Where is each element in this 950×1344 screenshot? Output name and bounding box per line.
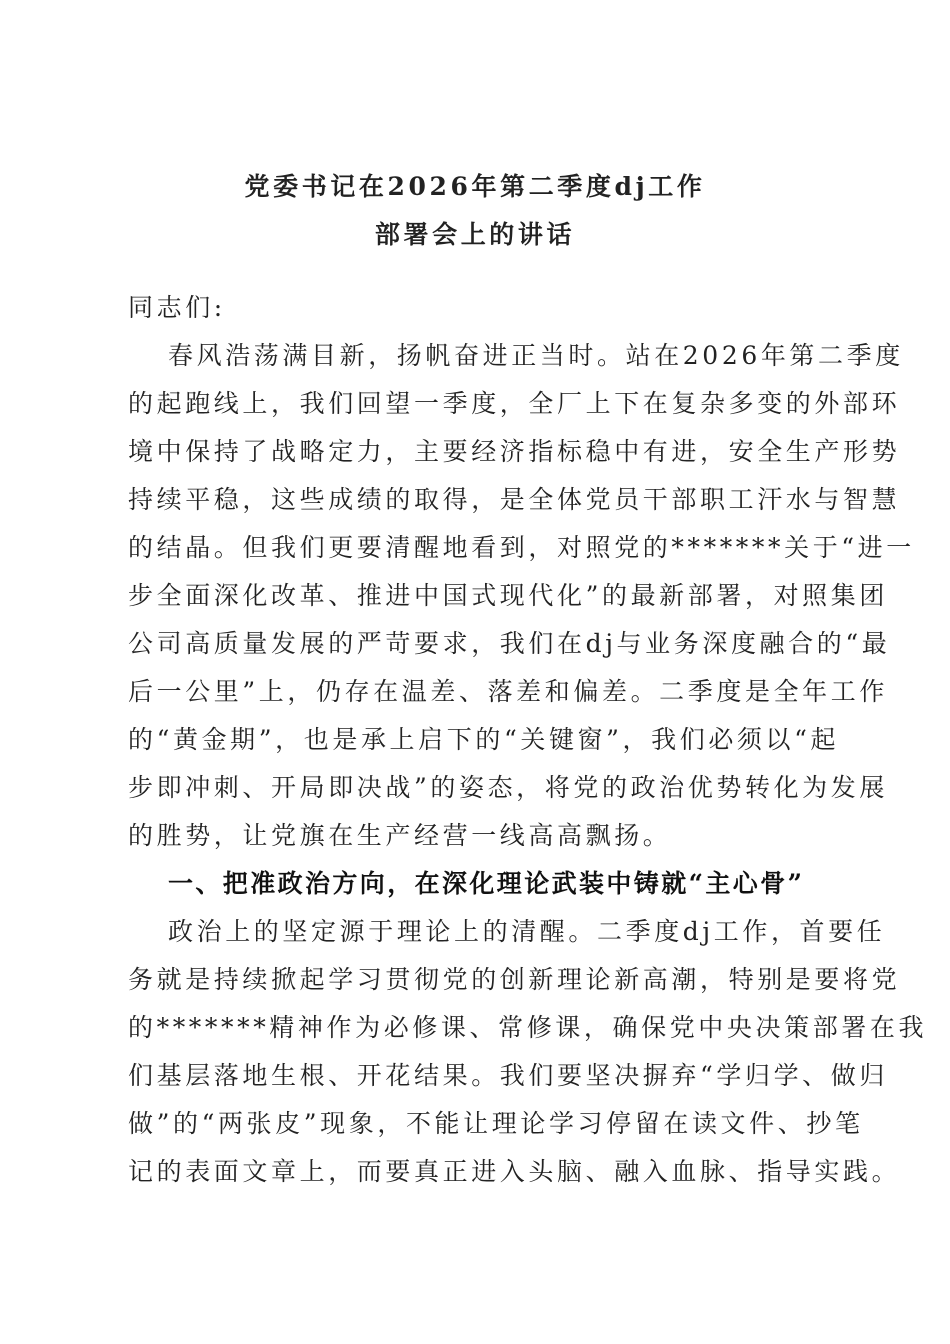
document-title — [0, 163, 950, 259]
paragraph-line: 记的表面文章上，而要真正进入头脑、融入血脉、指导实践。 — [128, 1157, 901, 1186]
paragraph-line: 的结晶。但我们更要清醒地看到，对照党的*******关于“进一 — [128, 533, 915, 562]
paragraph-line: 的*******精神作为必修课、常修课，确保党中央决策部署在我 — [128, 1013, 928, 1042]
paragraph-line: 步全面深化改革、推进中国式现代化”的最新部署，对照集团 — [128, 581, 888, 610]
section-heading-text: 一、把准政治方向，在深化理论武装中铸就“主心骨” — [168, 869, 805, 898]
paragraph-line: 春风浩荡满目新，扬帆奋进正当时。站在2026年第二季度 — [168, 341, 904, 370]
document-body — [128, 284, 928, 1196]
salutation — [128, 284, 828, 332]
paragraph-line: 持续平稳，这些成绩的取得，是全体党员干部职工汗水与智慧 — [128, 485, 901, 514]
paragraph-line: 的起跑线上，我们回望一季度，全厂上下在复杂多变的外部环 — [128, 389, 901, 418]
paragraph-line: 政治上的坚定源于理论上的清醒。二季度dj工作，首要任 — [168, 917, 886, 946]
paragraph-line: 的胜势，让党旗在生产经营一线高高飘扬。 — [128, 821, 672, 850]
paragraph-intro — [128, 332, 915, 860]
title-line-2: 部署会上的讲话 — [374, 220, 576, 249]
paragraph-line: 公司高质量发展的严苛要求，我们在dj与业务深度融合的“最 — [128, 629, 891, 658]
paragraph-line: 步即冲刺、开局即决战”的姿态，将党的政治优势转化为发展 — [128, 773, 888, 802]
salutation-text: 同志们: — [128, 293, 226, 322]
paragraph-line: 后一公里”上，仍存在温差、落差和偏差。二季度是全年工作 — [128, 677, 888, 706]
paragraph-line: 境中保持了战略定力，主要经济指标稳中有进，安全生产形势 — [128, 437, 901, 466]
section-heading-1 — [128, 860, 828, 908]
paragraph-line: 务就是持续掀起学习贯彻党的创新理论新高潮，特别是要将党 — [128, 965, 901, 994]
title-line-1: 党委书记在2026年第二季度dj工作 — [244, 172, 706, 201]
paragraph-section-1 — [128, 908, 928, 1196]
paragraph-line: 做”的“两张皮”现象，不能让理论学习停留在读文件、抄笔 — [128, 1109, 864, 1138]
paragraph-line: 们基层落地生根、开花结果。我们要坚决摒弃“学归学、做归 — [128, 1061, 888, 1090]
paragraph-line: 的“黄金期”，也是承上启下的“关键窗”，我们必须以“起 — [128, 725, 840, 754]
